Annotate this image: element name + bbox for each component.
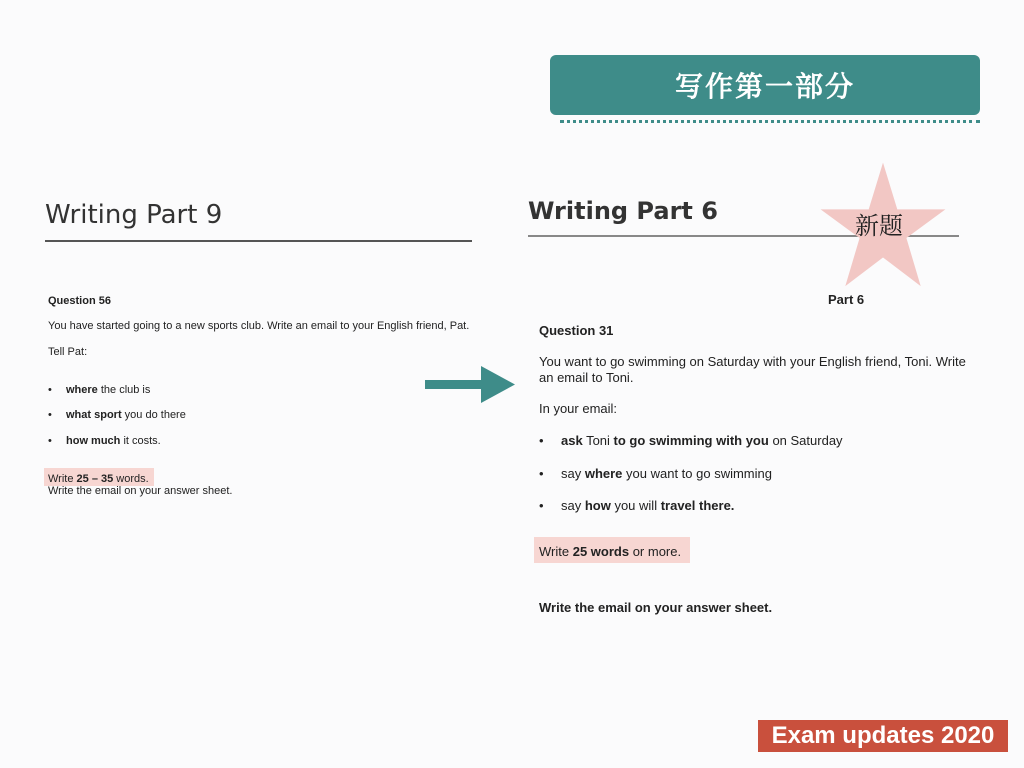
- left-heading-rule: [45, 240, 472, 242]
- left-answer-sheet-note: Write the email on your answer sheet.: [48, 485, 233, 497]
- list-item: • ask Toni to go swimming with you on Saturday: [539, 433, 843, 448]
- right-answer-sheet-note: Write the email on your answer sheet.: [539, 600, 773, 615]
- right-part-label: Part 6: [828, 292, 865, 307]
- right-word-count: Write 25 words or more.: [539, 544, 682, 559]
- left-word-count: Write 25 – 35 words.: [48, 473, 149, 485]
- left-heading: Writing Part 9: [45, 200, 223, 230]
- list-item: • say where you want to go swimming: [539, 466, 772, 481]
- list-item: • what sport you do there: [48, 409, 186, 421]
- banner-title: 写作第一部分: [674, 70, 855, 103]
- right-in-your-email: In your email:: [539, 401, 618, 416]
- right-question-number: Question 31: [539, 323, 614, 338]
- exam-updates-badge: [758, 720, 1008, 752]
- right-heading: Writing Part 6: [528, 197, 718, 225]
- list-item: • say how you will travel there.: [539, 498, 735, 513]
- list-item: • where the club is: [48, 384, 151, 396]
- dotted-divider: [560, 120, 980, 123]
- left-tell: Tell Pat:: [48, 346, 88, 358]
- right-instruction: You want to go swimming on Saturday with your English friend, Toni. Write an email to Toni.: [539, 354, 966, 385]
- section-banner: [550, 55, 980, 115]
- exam-updates-label: Exam updates 2020: [771, 722, 995, 749]
- arrow-right-icon: [425, 366, 517, 404]
- left-instruction: You have started going to a new sports club. Write an email to your English friend, Pat.: [48, 320, 470, 332]
- left-question-number: Question 56: [48, 295, 111, 307]
- list-item: • how much it costs.: [48, 435, 161, 447]
- new-question-badge: 新题: [855, 212, 903, 240]
